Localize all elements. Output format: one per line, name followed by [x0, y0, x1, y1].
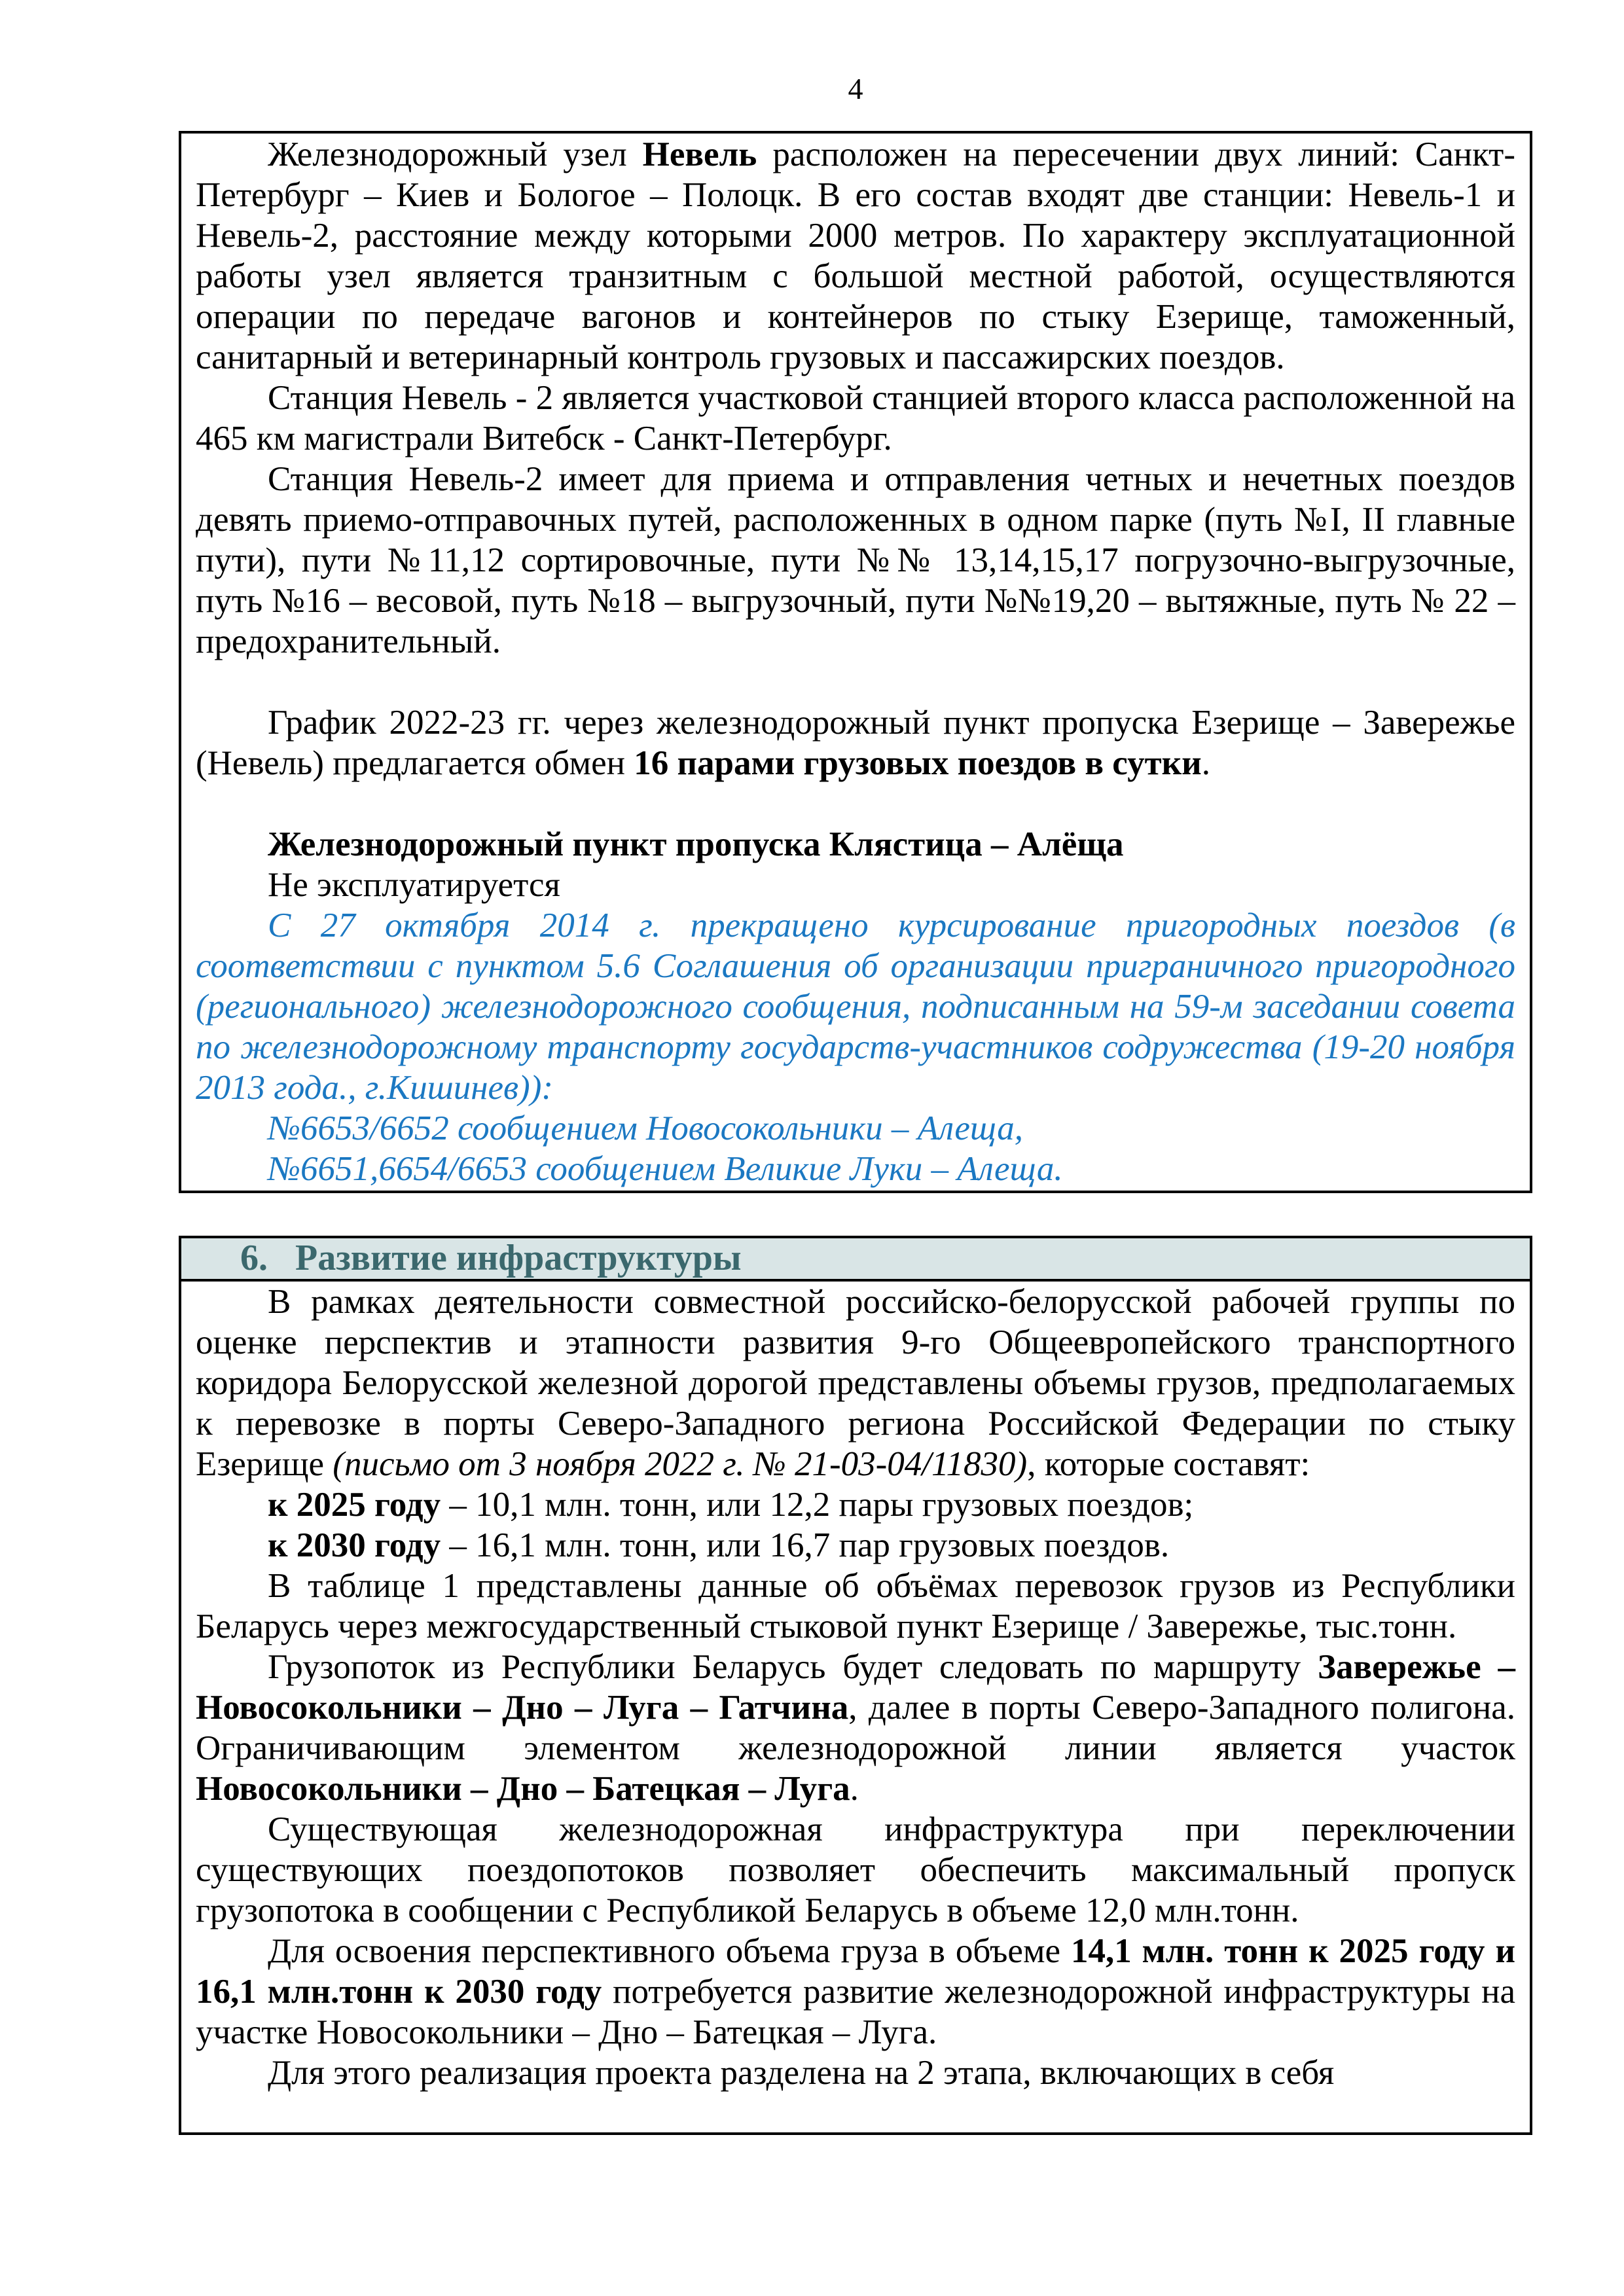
- section-6-body: [181, 1282, 1530, 2093]
- paragraph-development-needed: [196, 1931, 1515, 2053]
- blank-line: [196, 662, 1515, 702]
- section-title: Развитие инфраструктуры: [295, 1238, 742, 1278]
- content-box-overview: [179, 131, 1532, 1193]
- paragraph-working-group: [196, 1282, 1515, 1484]
- paragraph-train-6653: №6653/6652 сообщением Новосокольники – Алеща,: [268, 1109, 1023, 1147]
- text-run: График 2022-23 гг. через железнодорожный пункт пропуска Езерище – Завережье (Невель) предлагается обмен: [196, 704, 1515, 782]
- paragraph-volume-2025: [196, 1484, 1515, 1525]
- text-run: потребуется развитие железнодорожной инфраструктуры на участке Новосокольники – Дно – Батецкая – Луга.: [196, 1973, 1515, 2051]
- text-run: – 10,1 млн. тонн, или 12,2 пары грузовых поездов;: [441, 1486, 1194, 1524]
- bold-text-run: Невель: [642, 135, 757, 173]
- paragraph-cargo-route: [196, 1647, 1515, 1809]
- text-run: Железнодорожный узел: [268, 135, 643, 173]
- text-run: Грузопоток из Республики Беларусь будет следовать по маршруту: [268, 1648, 1318, 1686]
- bold-text-run: Завережье – Новосокольники – Дно – Луга – Гатчина: [196, 1648, 1515, 1727]
- content-box-section6: [179, 1236, 1532, 2135]
- paragraph-project-stages: Для этого реализация проекта разделена на 2 этапа, включающих в себя: [268, 2054, 1335, 2092]
- paragraph-volume-2030: [196, 1525, 1515, 1566]
- text-run: , далее в порты Северо-Западного полигона. Ограничивающим элементом железнодорожной линии является участок: [196, 1689, 1515, 1767]
- paragraph-existing-infrastructure: Существующая железнодорожная инфраструктура при переключении существующих поездопотоков позволяет обеспечить максимальный пропуск грузопотока в сообщении с Республикой Беларусь в объеме 12,0 млн.тонн.: [196, 1810, 1515, 1929]
- text-run: , которые составят:: [1027, 1445, 1310, 1483]
- italic-letter-reference-run: (письмо от 3 ноября 2022 г. № 21-03-04/11830): [333, 1445, 1028, 1483]
- text-run: расположен на пересечении двух линий: Санкт-Петербург – Киев и Бологое – Полоцк. В его состав входят две станции: Невель-1 и Невель-2, расстояние между которыми 2000 метров. По характеру эксплуатационной работы узел является транзитным с большой местной работой, осуществляются операции по передаче вагонов и контейнеров по стыку Езерище, таможенный, санитарный и ветеринарный контроль грузовых и пассажирских поездов.: [196, 135, 1515, 376]
- paragraph-suburban-trains-note: С 27 октября 2014 г. прекращено курсирование пригородных поездов (в соответствии с пунктом 5.6 Соглашения об организации приграничного пригородного (регионального) железнодорожного сообщения, подписанным на 59-м заседании совета по железнодорожному транспорту государств-участников содружества (19-20 ноября 2013 года., г.Кишинев)):: [196, 906, 1515, 1107]
- bold-text-run: к 2030 году: [268, 1526, 441, 1564]
- paragraph-not-operated: Не эксплуатируется: [268, 866, 560, 904]
- paragraph-train-6651: №6651,6654/6653 сообщением Великие Луки – Алеща.: [268, 1150, 1063, 1188]
- section-number: 6.: [240, 1238, 268, 1278]
- text-run: Для освоения перспективного объема груза в объеме: [268, 1932, 1071, 1970]
- bold-text-run: к 2025 году: [268, 1486, 441, 1524]
- paragraph-table1-reference: В таблице 1 представлены данные об объёмах перевозок грузов из Республики Беларусь через межгосударственный стыковой пункт Езерище / Завережье, тыс.тонн.: [196, 1567, 1515, 1645]
- paragraph-schedule: [196, 702, 1515, 783]
- bold-text-run: 14,1 млн. тонн к 2025 году и 16,1 млн.тонн к 2030 году: [196, 1932, 1515, 2011]
- section-6-heading: [181, 1238, 1530, 1282]
- text-run: .: [1201, 744, 1210, 782]
- paragraph-nevel-junction: [196, 134, 1515, 378]
- page-number: 4: [848, 72, 863, 105]
- text-run: – 16,1 млн. тонн, или 16,7 пар грузовых поездов.: [441, 1526, 1170, 1564]
- text-run: .: [850, 1770, 859, 1808]
- paragraph-station-tracks: Станция Невель-2 имеет для приема и отправления четных и нечетных поездов девять приемо-отправочных путей, расположенных в одном парке (путь №I, II главные пути), пути №11,12 сортировочные, пути №№ 13,14,15,17 погрузочно-выгрузочные, путь №16 – весовой, путь №18 – выгрузочный, пути №№19,20 – вытяжные, путь № 22 – предохранительный.: [196, 460, 1515, 660]
- paragraph-station-class: Станция Невель - 2 является участковой станцией второго класса расположенной на 465 км магистрали Витебск - Санкт-Петербург.: [196, 379, 1515, 457]
- blank-line: [196, 783, 1515, 824]
- bold-text-run: Новосокольники – Дно – Батецкая – Луга: [196, 1770, 850, 1808]
- text-run: В рамках деятельности совместной российско-белорусской рабочей группы по оценке перспектив и этапности развития 9-го Общеевропейского транспортного коридора Белорусской железной дорогой представлены объемы грузов, предполагаемых к перевозке в порты Северо-Западного региона Российской Федерации по стыку Езерище: [196, 1283, 1515, 1483]
- bold-text-run: 16 парами грузовых поездов в сутки: [634, 744, 1202, 782]
- paragraph-checkpoint-klyastitsa-heading: Железнодорожный пункт пропуска Клястица – Алёща: [268, 825, 1124, 863]
